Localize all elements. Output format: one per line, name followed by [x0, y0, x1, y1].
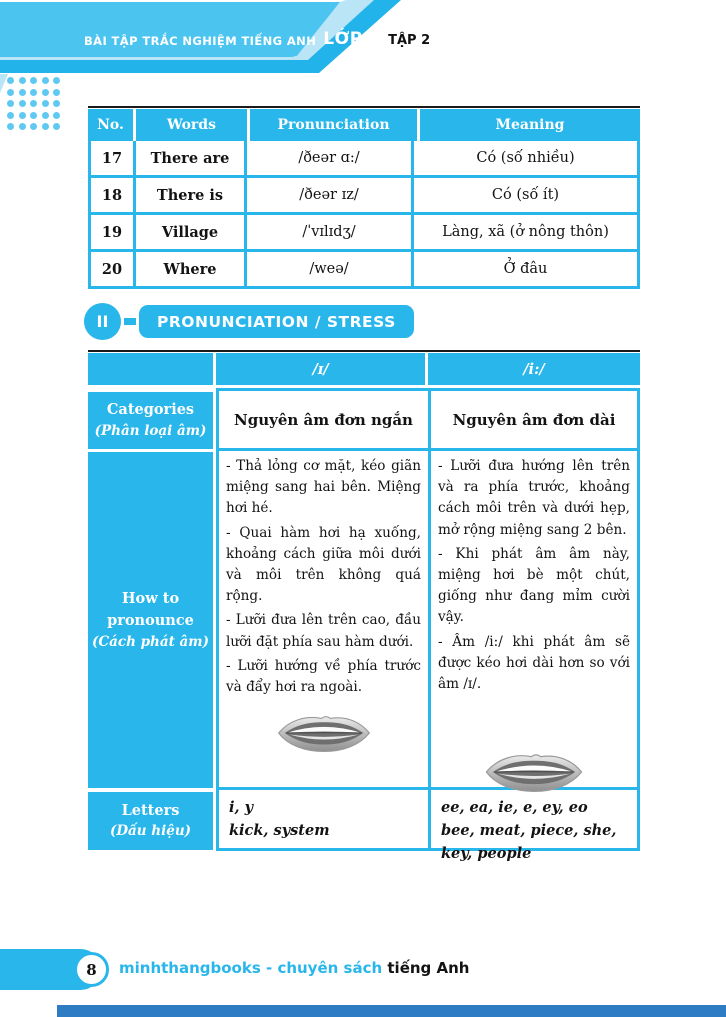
instruction-point: - Quai hàm hơi hạ xuống, khoảng cách giữa môi dưới và môi trên không quá rộng. [226, 524, 421, 605]
book-title [84, 31, 430, 48]
row-label-letters [88, 792, 213, 850]
decorative-dots-grid [7, 77, 60, 130]
cell-pronunciation: /ˈvɪlɪdʒ/ [247, 215, 414, 249]
cell-word: Village [136, 215, 247, 249]
cell-no: 19 [91, 215, 136, 249]
cell-no: 20 [91, 252, 136, 286]
letters-list: ee, ea, ie, e, ey, eo [441, 799, 588, 816]
cell-meaning: Làng, xã (ở nông thôn) [442, 224, 609, 240]
row-label-subtext: (Phân loại âm) [94, 422, 207, 439]
lips-icon [274, 708, 374, 758]
footer-brand-black: tiếng Anh [387, 959, 470, 977]
row-label-text: Categories [106, 401, 195, 418]
row-label-subtext: (Dấu hiệu) [109, 823, 192, 840]
row-label-text: How to pronounce [107, 590, 194, 629]
pronunciation-table [88, 350, 640, 863]
section-heading [84, 303, 414, 340]
cell-category-long: Nguyên âm đơn dài [428, 391, 637, 448]
letters-list: i, y [229, 799, 254, 816]
bottom-edge-bar [57, 1005, 726, 1017]
cell-how-long [428, 451, 637, 787]
book-title-grade: LỚP 4 [323, 29, 382, 49]
col-header-no: No. [88, 109, 133, 141]
col-header-words: Words [136, 109, 247, 141]
row-label-how-to-pronounce [88, 452, 213, 788]
footer-brand-cyan: minhthangbooks - chuyên sách [119, 959, 388, 977]
cell-how-short [219, 451, 428, 787]
corner-cell [88, 353, 213, 385]
cell-word: There is [136, 178, 247, 212]
instruction-point: - Khi phát âm âm này, miệng hơi bè một chút, giống như đang mỉm cười vậy. [438, 545, 630, 626]
pronunciation-table-body [88, 388, 640, 863]
letters-examples: kick, system [229, 822, 330, 840]
row-label-column [88, 388, 213, 851]
cell-pronunciation: /ðeər ɪz/ [247, 178, 414, 212]
table-row [91, 141, 637, 175]
col-header-short-i: /ɪ/ [216, 353, 425, 385]
cell-pronunciation: /weə/ [247, 252, 414, 286]
instruction-point: - Lưỡi đưa hướng lên trên và ra phía trước, khoảng cách môi trên và dưới hẹp, mở rộng miệng sang 2 bên. [438, 458, 630, 538]
row-label-categories [88, 392, 213, 449]
cell-meaning: Có (số ít) [491, 187, 560, 203]
mouth-illustration-wrap [226, 708, 421, 765]
instruction-point: - Âm /i:/ khi phát âm sẽ được kéo hơi dài hơn so với âm /ɪ/. [438, 633, 630, 693]
vocabulary-table [88, 106, 640, 289]
section-numeral-badge: II [84, 303, 121, 340]
instruction-point: - Lưỡi hướng về phía trước và đẩy hơi ra ngoài. [226, 657, 421, 696]
instruction-point: - Thả lỏng cơ mặt, kéo giãn miệng sang hai bên. Miệng hơi hé. [226, 458, 421, 517]
col-header-pronunciation: Pronunciation [250, 109, 417, 141]
pronunciation-table-content [216, 388, 640, 863]
page-number-badge: 8 [74, 952, 109, 987]
book-title-prefix: BÀI TẬP TRẮC NGHIỆM TIẾNG ANH [84, 34, 317, 48]
cell-no: 18 [91, 178, 136, 212]
col-header-meaning: Meaning [420, 109, 640, 141]
table-row [91, 249, 637, 286]
letters-examples: bee, meat, piece, she, key, people [441, 822, 617, 863]
table-row [91, 175, 637, 212]
table-row [91, 212, 637, 249]
cell-letters-long [428, 790, 637, 863]
col-header-long-i: /i:/ [428, 353, 640, 385]
cell-category-short: Nguyên âm đơn ngắn [234, 410, 413, 429]
cell-meaning: Ở đâu [503, 261, 548, 277]
cell-word: There are [136, 141, 247, 175]
section-connector [124, 318, 136, 325]
book-title-volume: TẬP 2 [388, 32, 431, 48]
row-label-text: Letters [121, 801, 180, 819]
cell-no: 17 [91, 141, 136, 175]
instruction-point: - Lưỡi đưa lên trên cao, đầu lưỡi đặt phía sau hàm dưới. [226, 612, 421, 650]
vocabulary-table-body [88, 141, 640, 289]
cell-meaning: Có (số nhiều) [476, 150, 575, 166]
pronunciation-table-header [88, 353, 640, 385]
cell-letters-short [219, 790, 428, 848]
footer-brand [119, 959, 469, 977]
vocabulary-table-header [88, 109, 640, 141]
cell-pronunciation: /ðeər ɑ:/ [247, 141, 414, 175]
cell-word: Where [136, 252, 247, 286]
letters-row [219, 787, 637, 863]
categories-row [219, 391, 637, 448]
how-to-pronounce-row [219, 448, 637, 787]
row-label-subtext: (Cách phát âm) [92, 633, 209, 650]
section-title: PRONUNCIATION / STRESS [139, 305, 414, 338]
